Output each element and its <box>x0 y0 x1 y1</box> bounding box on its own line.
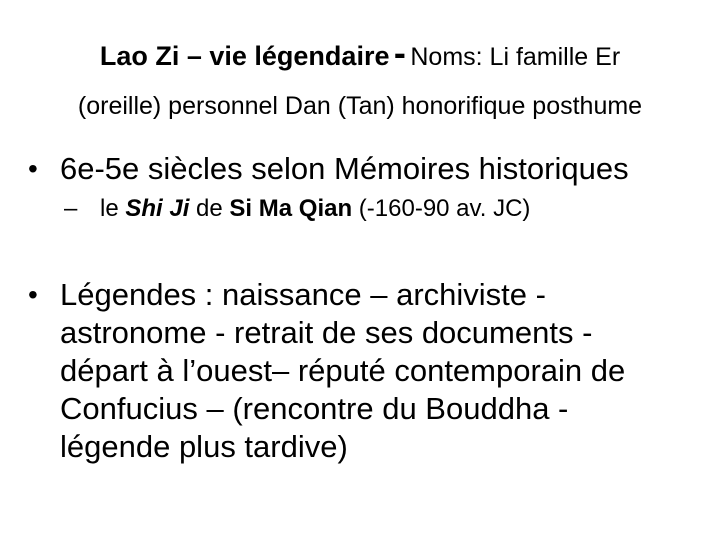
bullet-line: légende plus tardive) <box>60 429 348 464</box>
title-line-1 <box>0 30 720 84</box>
sub-bullet-marker: – <box>64 195 78 222</box>
bullet-list <box>28 150 688 466</box>
bullet-item-legends <box>28 276 688 466</box>
bullet-text: 6e-5e siècles selon Mémoires historiques <box>60 151 629 186</box>
sub-bullet-source <box>28 194 688 224</box>
work-title: Shi Ji <box>125 195 190 222</box>
sub-mid: de <box>189 195 230 222</box>
bullet-marker: • <box>28 153 38 184</box>
sub-suffix: (-160-90 av. JC) <box>352 195 531 222</box>
bullet-item-dates <box>28 150 688 188</box>
bullet-line: départ à l’ouest– réputé contemporain de <box>60 353 626 388</box>
bullet-line: astronome - retrait de ses documents - <box>60 315 593 350</box>
bullet-line: Légendes : naissance – archiviste - <box>60 277 546 312</box>
sub-prefix: le <box>100 195 126 222</box>
bullet-marker: • <box>28 279 38 310</box>
slide-title <box>0 30 720 128</box>
bullet-line: Confucius – (rencontre du Bouddha - <box>60 391 569 426</box>
title-names: Noms: Li famille Er <box>410 43 621 71</box>
title-line-2: (oreille) personnel Dan (Tan) honorifique posthume <box>77 92 643 120</box>
title-main: Lao Zi – vie légendaire <box>99 41 390 71</box>
author-name: Si Ma Qian <box>229 195 353 222</box>
title-dash: - <box>393 32 406 73</box>
